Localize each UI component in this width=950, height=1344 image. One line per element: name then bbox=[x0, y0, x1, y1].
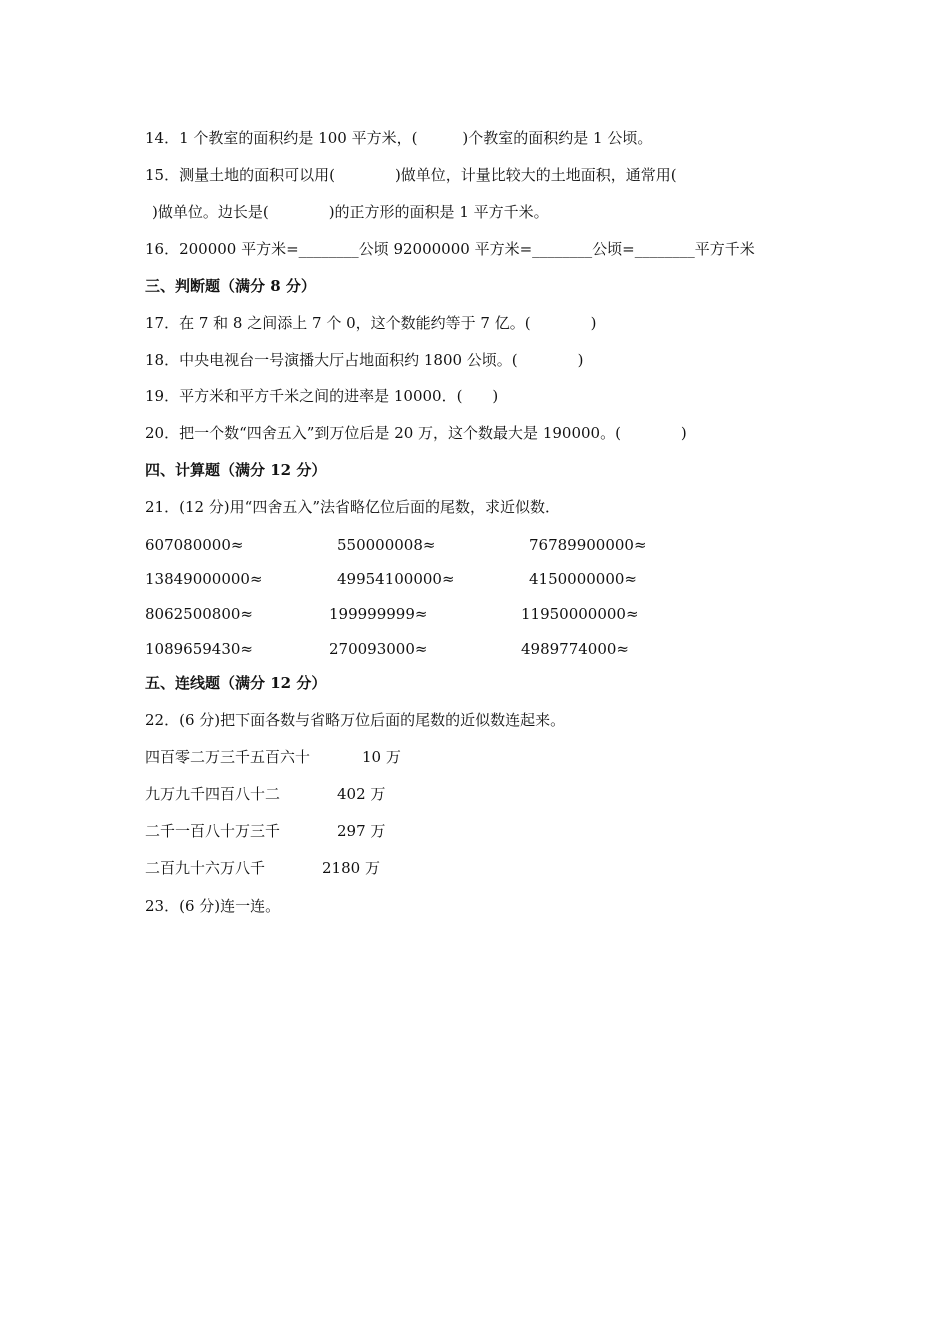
calc-item: 199999999≈ bbox=[329, 605, 428, 623]
calc-item: 550000008≈ bbox=[337, 536, 436, 554]
section-4-heading: 四、计算题（满分 12 分） bbox=[145, 461, 327, 479]
question-14: 14．1 个教室的面积约是 100 平方米，( )个教室的面积约是 1 公顷。 bbox=[145, 129, 653, 147]
calc-item: 270093000≈ bbox=[329, 640, 428, 658]
match-left-item: 二百九十六万八千 bbox=[145, 859, 266, 877]
question-23: 23．(6 分)连一连。 bbox=[145, 897, 281, 915]
question-18: 18．中央电视台一号演播大厅占地面积约 1800 公顷。( ) bbox=[145, 351, 584, 369]
match-right-item: 402 万 bbox=[337, 785, 386, 803]
calc-item: 4150000000≈ bbox=[529, 570, 638, 588]
match-right-item: 2180 万 bbox=[322, 859, 380, 877]
calc-item: 13849000000≈ bbox=[145, 570, 263, 588]
calc-item: 1089659430≈ bbox=[145, 640, 254, 658]
match-left-item: 九万九千四百八十二 bbox=[145, 785, 281, 803]
question-15-line2: )做单位。边长是( )的正方形的面积是 1 平方千米。 bbox=[137, 203, 549, 221]
question-17: 17．在 7 和 8 之间添上 7 个 0，这个数能约等于 7 亿。( ) bbox=[145, 314, 597, 332]
calc-item: 76789900000≈ bbox=[529, 536, 647, 554]
calc-item: 11950000000≈ bbox=[521, 605, 639, 623]
question-22: 22．(6 分)把下面各数与省略万位后面的尾数的近似数连起来。 bbox=[145, 711, 566, 729]
question-19: 19．平方米和平方千米之间的进率是 10000．( ) bbox=[145, 387, 499, 405]
question-20: 20．把一个数“四舍五入”到万位后是 20 万，这个数最大是 190000。( ) bbox=[145, 424, 687, 442]
match-left-item: 二千一百八十万三千 bbox=[145, 822, 281, 840]
question-16: 16．200000 平方米=________公顷 92000000 平方米=________公顷=________平方千米 bbox=[145, 240, 755, 258]
question-15-line1: 15．测量土地的面积可以用( )做单位，计量比较大的土地面积，通常用( bbox=[145, 166, 677, 184]
match-right-item: 10 万 bbox=[362, 748, 401, 766]
section-5-heading: 五、连线题（满分 12 分） bbox=[145, 674, 327, 692]
calc-item: 4989774000≈ bbox=[521, 640, 630, 658]
calc-item: 607080000≈ bbox=[145, 536, 244, 554]
question-21: 21．(12 分)用“四舍五入”法省略亿位后面的尾数，求近似数． bbox=[145, 498, 560, 516]
calc-item: 8062500800≈ bbox=[145, 605, 254, 623]
calc-item: 49954100000≈ bbox=[337, 570, 455, 588]
match-left-item: 四百零二万三千五百六十 bbox=[145, 748, 311, 766]
section-3-heading: 三、判断题（满分 8 分） bbox=[145, 277, 316, 295]
match-right-item: 297 万 bbox=[337, 822, 386, 840]
